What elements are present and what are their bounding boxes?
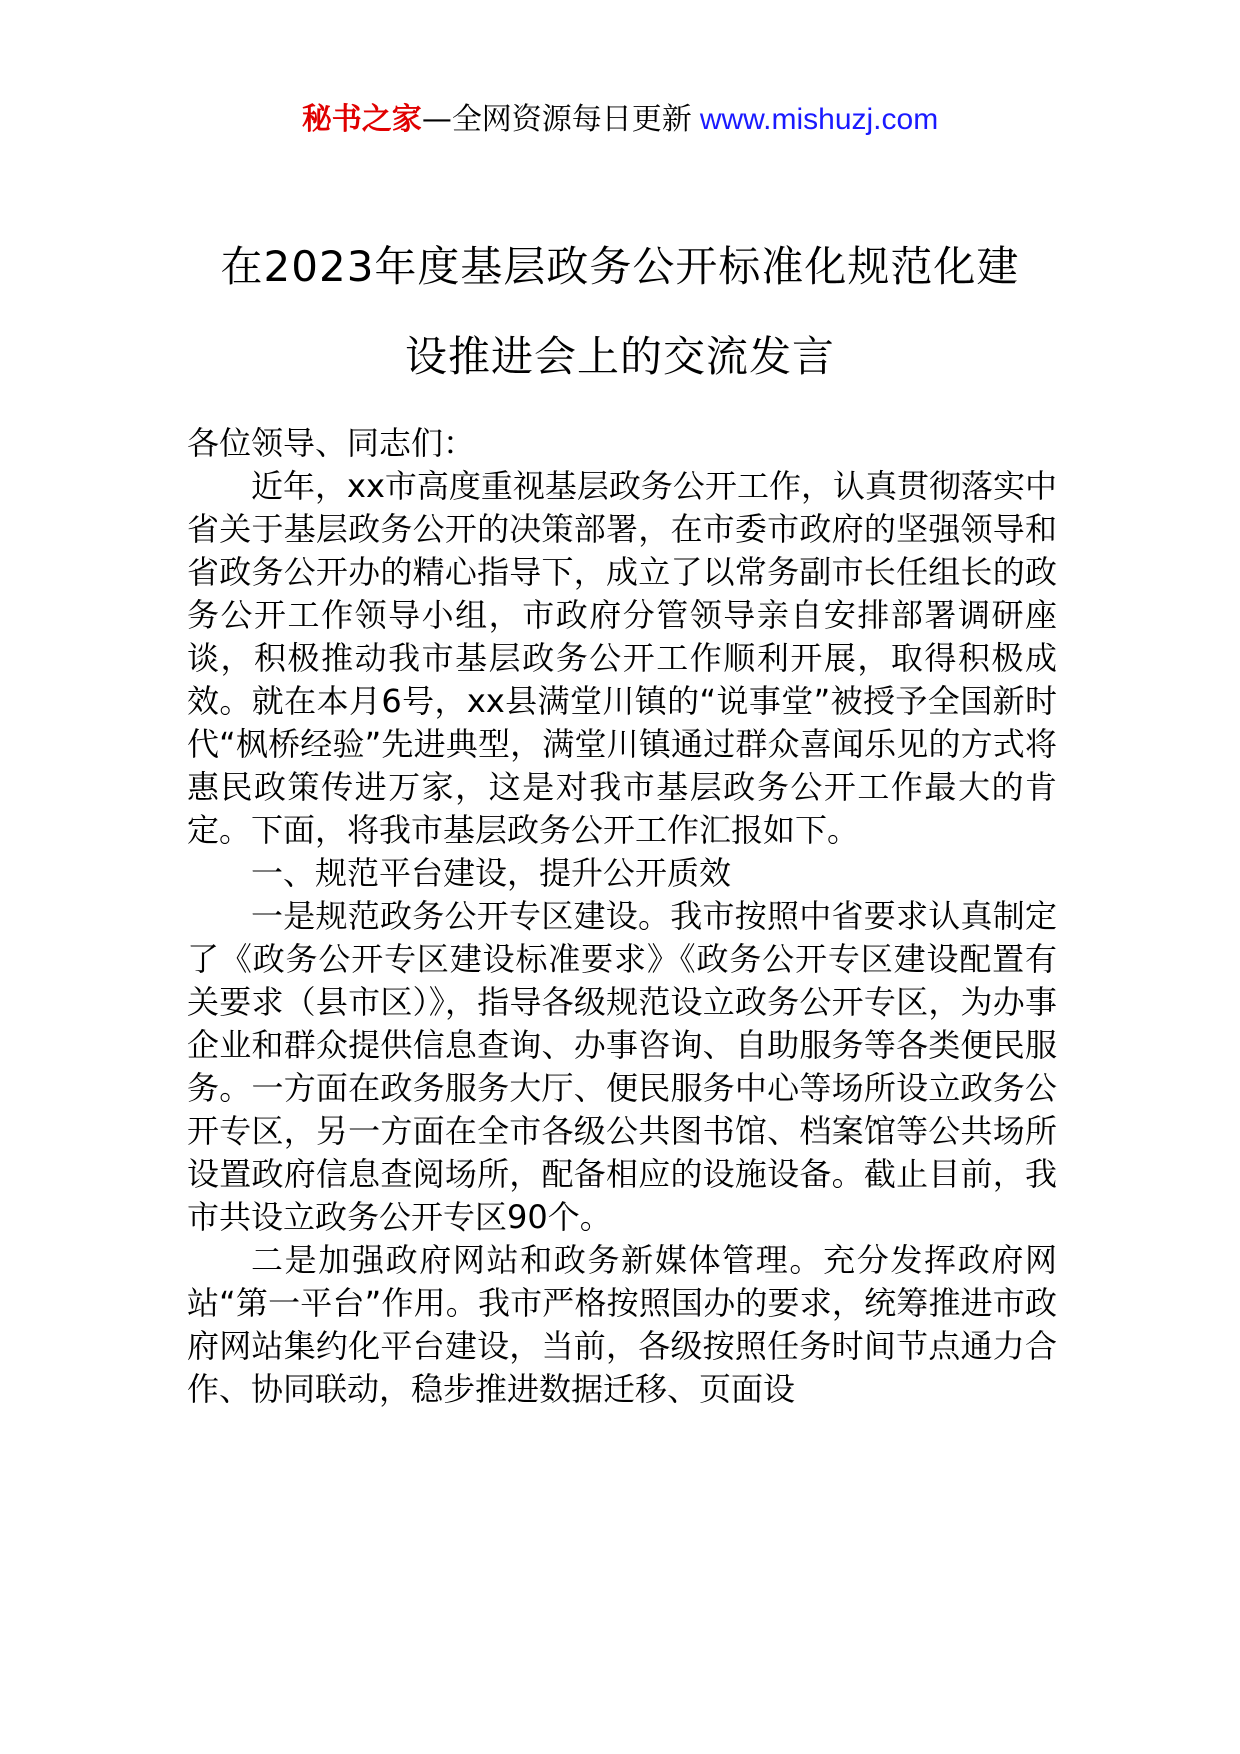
header-tagline: —全网资源每日更新: [421, 102, 692, 137]
paragraph-2: 二是加强政府网站和政务新媒体管理。充分发挥政府网站“第一平台”作用。我市严格按照国办的要求，统筹推进市政府网站集约化平台建设，当前，各级按照任务时间节点通力合作、协同联动，稳步推进数据迁移、页面设: [187, 1241, 1057, 1408]
site-url-link[interactable]: www.mishuzj.com: [699, 103, 939, 136]
title-line-1: 在2023年度基层政务公开标准化规范化建: [220, 242, 1020, 291]
paragraph-1: 一是规范政务公开专区建设。我市按照中省要求认真制定了《政务公开专区建设标准要求》《政务公开专区建设配置有关要求（县市区）》，指导各级规范设立政务公开专区，为办事企业和群众提供信息查询、办事咨询、自助服务等各类便民服务。一方面在政务服务大厅、便民服务中心等场所设立政务公开专区，另一方面在全市各级公共图书馆、档案馆等公共场所设置政府信息查阅场所，配备相应的设施设备。截止目前，我市共设立政务公开专区90个。: [187, 897, 1057, 1236]
document-title: [150, 222, 1090, 402]
salutation: 各位领导、同志们：: [187, 424, 476, 462]
section-heading-1: 一、规范平台建设，提升公开质效: [251, 854, 732, 892]
document-body: [187, 422, 1057, 1411]
paragraph-intro: 近年，xx市高度重视基层政务公开工作，认真贯彻落实中省关于基层政务公开的决策部署，在市委市政府的坚强领导和省政务公开办的精心指导下，成立了以常务副市长任组长的政务公开工作领导小组，市政府分管领导亲自安排部署调研座谈，积极推动我市基层政务公开工作顺利开展，取得积极成效。就在本月6号，xx县满堂川镇的“说事堂”被授予全国新时代“枫桥经验”先进典型，满堂川镇通过群众喜闻乐见的方式将惠民政策传进万家，这是对我市基层政务公开工作最大的肯定。下面，将我市基层政务公开工作汇报如下。: [187, 467, 1057, 849]
title-line-2: 设推进会上的交流发言: [404, 332, 835, 381]
brand-name: 秘书之家: [301, 102, 422, 137]
site-header: [0, 98, 1240, 142]
